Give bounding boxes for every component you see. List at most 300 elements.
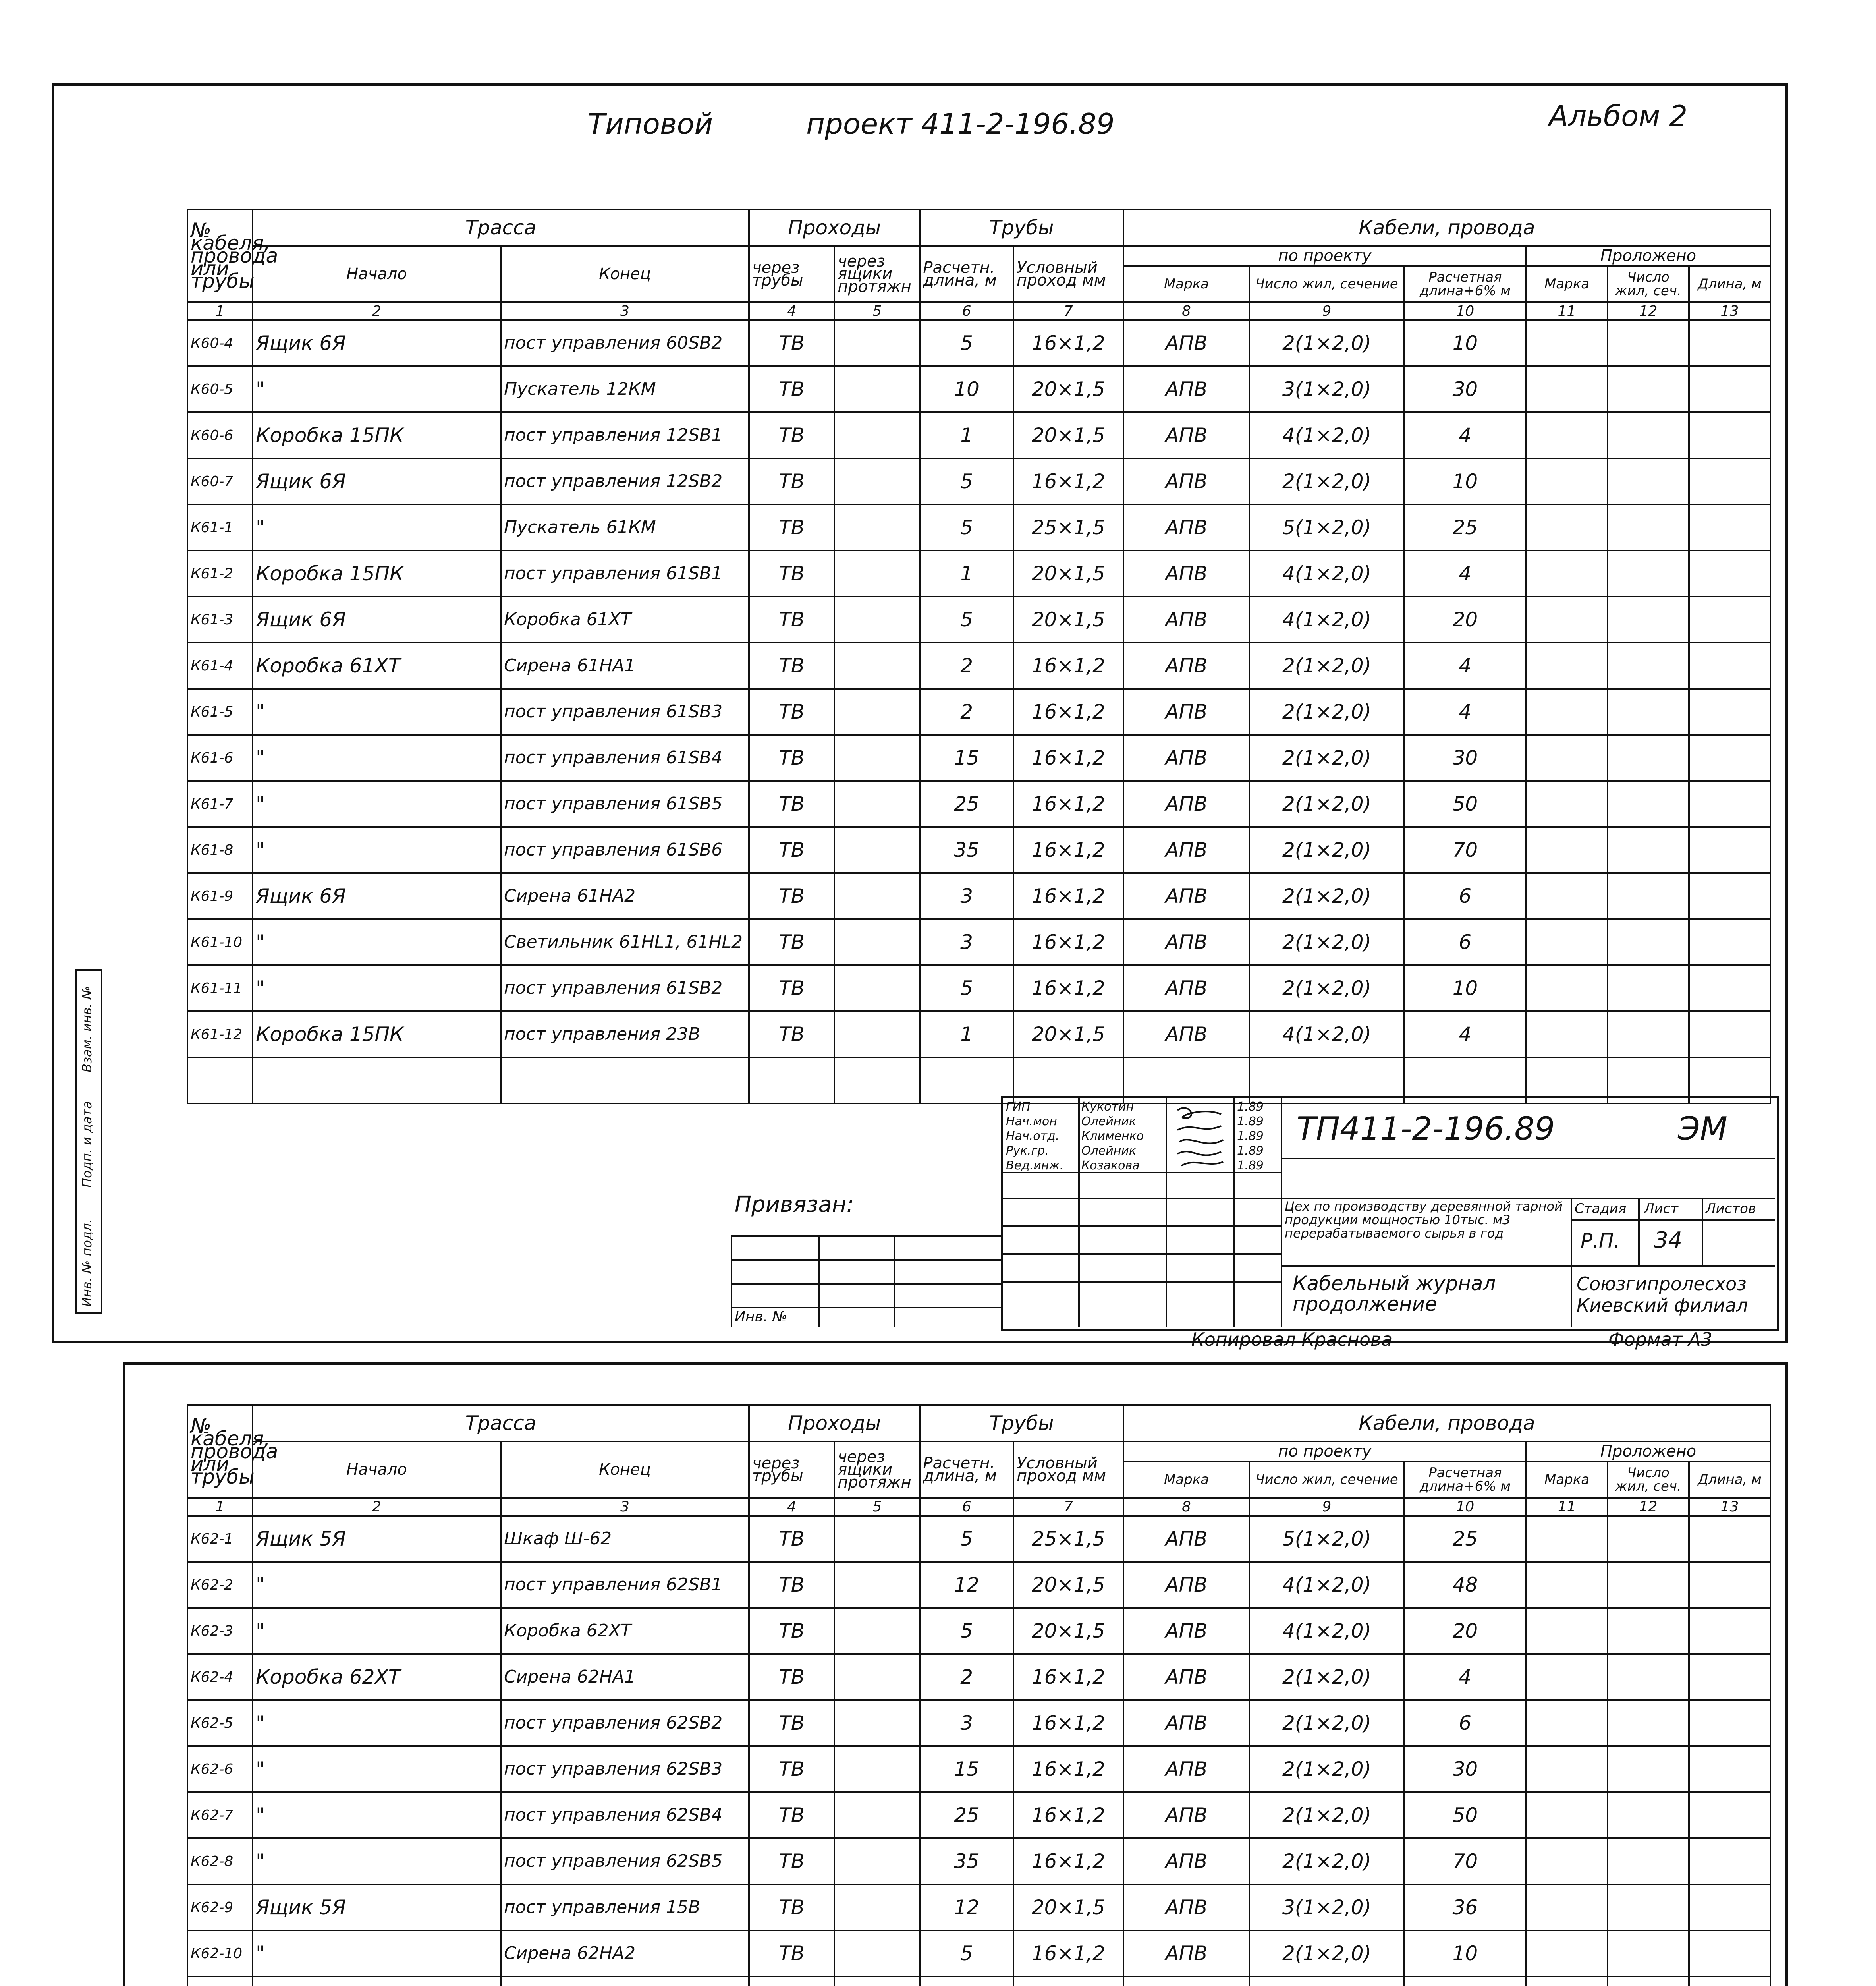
calc-len2-header: Расчетная длина+6% м <box>1404 1461 1526 1498</box>
route-start-cell: " <box>253 1838 501 1884</box>
via-pipes-cell: ТВ <box>749 1608 834 1654</box>
route-start-cell: " <box>253 366 501 412</box>
calc-length-cell: 3 <box>920 919 1013 965</box>
column-number: 7 <box>1013 1498 1123 1516</box>
via-boxes-cell <box>834 1746 920 1792</box>
empty-cell <box>187 1057 253 1103</box>
route-end-cell: пост управления 62SB4 <box>501 1792 749 1838</box>
via-pipes-cell: ТВ <box>749 1746 834 1792</box>
cable-id-cell: К60-7 <box>187 458 253 504</box>
cable-length-cell: 4 <box>1404 643 1526 689</box>
cable-mark-cell: АПВ <box>1123 551 1250 597</box>
route-end-cell: Пускатель 61КМ <box>501 504 749 551</box>
empty-cell <box>1689 1930 1770 1976</box>
cable-mark-cell <box>1123 1976 1250 1986</box>
calc-length-cell: 12 <box>920 1562 1013 1608</box>
table-row <box>187 1011 1770 1057</box>
empty-cell <box>1608 1516 1689 1562</box>
cond-pass-header: Условный проход мм <box>1013 246 1123 302</box>
table-row <box>187 412 1770 458</box>
empty-cell <box>1689 366 1770 412</box>
table-row <box>187 551 1770 597</box>
empty-cell <box>1689 1608 1770 1654</box>
column-number: 2 <box>253 302 501 320</box>
cable-id-cell: К61-11 <box>187 965 253 1011</box>
cable-length-cell: 25 <box>1404 1516 1526 1562</box>
cores-section-cell: 4(1×2,0) <box>1249 1011 1404 1057</box>
empty-cell <box>1689 458 1770 504</box>
cable-mark-cell: АПВ <box>1123 919 1250 965</box>
column-number: 8 <box>1123 1498 1250 1516</box>
via-pipes-cell: ТВ <box>749 1838 834 1884</box>
via-boxes-cell <box>834 781 920 827</box>
empty-cell <box>1689 1654 1770 1700</box>
empty-cell <box>1526 1011 1608 1057</box>
empty-cell <box>1526 1700 1608 1746</box>
via-pipes-cell: ТВ <box>749 919 834 965</box>
route-end-cell: Сирена 61НА1 <box>501 643 749 689</box>
empty-cell <box>1526 597 1608 643</box>
via-boxes-cell <box>834 1654 920 1700</box>
cores-section-cell: 2(1×2,0) <box>1249 320 1404 366</box>
empty-cell <box>1689 1976 1770 1986</box>
start-header: Начало <box>253 246 501 302</box>
route-start-cell: " <box>253 735 501 781</box>
cores-section-cell: 4(1×2,0) <box>1249 1608 1404 1654</box>
via-boxes-cell <box>834 551 920 597</box>
cond-pass-cell: 25×1,5 <box>1013 1516 1123 1562</box>
route-end-cell: пост управления 62SB3 <box>501 1746 749 1792</box>
calc-length-header: Расчетн. длина, м <box>920 1441 1013 1498</box>
cond-pass-cell: 16×1,2 <box>1013 827 1123 873</box>
column-number: 6 <box>920 1498 1013 1516</box>
via-pipes-cell: ТВ <box>749 873 834 919</box>
empty-cell <box>1689 1562 1770 1608</box>
end-header: Конец <box>501 1441 749 1498</box>
cable-length-cell: 70 <box>1404 1838 1526 1884</box>
cable-mark-cell: АПВ <box>1123 873 1250 919</box>
via-boxes-cell <box>834 1011 920 1057</box>
route-end-cell: Сирена 62НА1 <box>501 1654 749 1700</box>
column-number: 12 <box>1608 302 1689 320</box>
empty-cell <box>1526 551 1608 597</box>
table-row <box>187 366 1770 412</box>
via-pipes-header: через трубы <box>749 1441 834 1498</box>
empty-cell <box>1526 689 1608 735</box>
route-end-cell: пост управления 61SB6 <box>501 827 749 873</box>
empty-cell <box>1689 1792 1770 1838</box>
empty-cell <box>1689 643 1770 689</box>
cond-pass-cell: 16×1,2 <box>1013 643 1123 689</box>
via-pipes-cell: ТВ <box>749 827 834 873</box>
cores-section-cell: 2(1×2,0) <box>1249 643 1404 689</box>
table-row <box>187 1700 1770 1746</box>
cable-id-cell: К61-9 <box>187 873 253 919</box>
cables-header: Кабели, провода <box>1123 1405 1770 1441</box>
cond-pass-cell: 16×1,2 <box>1013 1746 1123 1792</box>
empty-cell <box>1608 1011 1689 1057</box>
cable-mark-cell: АПВ <box>1123 1746 1250 1792</box>
column-number: 2 <box>253 1498 501 1516</box>
via-boxes-cell <box>834 643 920 689</box>
empty-cell <box>1608 1562 1689 1608</box>
cable-mark-cell: АПВ <box>1123 412 1250 458</box>
signatures <box>1173 1102 1229 1171</box>
via-pipes-cell: ТВ <box>749 320 834 366</box>
empty-cell <box>501 1057 749 1103</box>
cable-mark-cell: АПВ <box>1123 643 1250 689</box>
table-row <box>187 735 1770 781</box>
route-start-cell: " <box>253 1608 501 1654</box>
cable-length-cell: 30 <box>1404 1746 1526 1792</box>
trassa-header: Трасса <box>253 1405 749 1441</box>
cable-id-cell: К61-12 <box>187 1011 253 1057</box>
cable-length-cell: 20 <box>1404 597 1526 643</box>
calc-length-cell: 5 <box>920 1930 1013 1976</box>
table-row <box>187 1976 1770 1986</box>
empty-cell <box>1608 781 1689 827</box>
route-start-cell: " <box>253 504 501 551</box>
route-end-cell: Коробка 61ХТ <box>501 597 749 643</box>
cable-id-cell: К62-8 <box>187 1838 253 1884</box>
via-boxes-cell <box>834 827 920 873</box>
cable-length-cell: 6 <box>1404 919 1526 965</box>
column-number: 10 <box>1404 1498 1526 1516</box>
cable-id-cell: К62-2 <box>187 1562 253 1608</box>
cable-mark-cell: АПВ <box>1123 1011 1250 1057</box>
table-row <box>187 827 1770 873</box>
cable-id-cell: К62-7 <box>187 1792 253 1838</box>
table-row <box>187 689 1770 735</box>
side-label-sign: Подп. и дата <box>79 1101 95 1188</box>
via-pipes-cell: ТВ <box>749 1792 834 1838</box>
calc-length-cell: 5 <box>920 965 1013 1011</box>
mark2-header: Марка <box>1526 1461 1608 1498</box>
cond-pass-cell: 16×1,2 <box>1013 965 1123 1011</box>
column-number: 3 <box>501 302 749 320</box>
table-row <box>187 597 1770 643</box>
empty-cell <box>1608 1792 1689 1838</box>
empty-cell <box>1526 1792 1608 1838</box>
cond-pass-cell: 20×1,5 <box>1013 1011 1123 1057</box>
cable-id-cell: К62-1 <box>187 1516 253 1562</box>
calc-length-cell: 5 <box>920 504 1013 551</box>
cores-section-cell: 2(1×2,0) <box>1249 965 1404 1011</box>
route-start-cell: Ящик 6Я <box>253 458 501 504</box>
empty-cell <box>1608 320 1689 366</box>
cores-section-cell: 2(1×2,0) <box>1249 919 1404 965</box>
column-number: 4 <box>749 302 834 320</box>
via-pipes-cell: ТВ <box>749 551 834 597</box>
cond-pass-cell: 16×1,2 <box>1013 1838 1123 1884</box>
route-end-cell: Сирена 62НА2 <box>501 1930 749 1976</box>
route-start-cell: " <box>253 1930 501 1976</box>
calc-length-cell: 25 <box>920 781 1013 827</box>
empty-cell <box>1689 412 1770 458</box>
cores-section-cell: 5(1×2,0) <box>1249 1516 1404 1562</box>
cable-id-cell: К61-6 <box>187 735 253 781</box>
empty-cell <box>1608 919 1689 965</box>
header-album: Альбом 2 <box>1549 99 1688 133</box>
route-end-cell: Пускатель 12КМ <box>501 366 749 412</box>
calc-length-cell: 5 <box>920 1516 1013 1562</box>
empty-cell <box>1526 412 1608 458</box>
cond-pass-cell: 20×1,5 <box>1013 597 1123 643</box>
route-start-cell: Ящик 6Я <box>253 873 501 919</box>
calc-length-cell <box>920 1976 1013 1986</box>
empty-cell <box>1689 1011 1770 1057</box>
empty-cell <box>1689 781 1770 827</box>
via-boxes-cell <box>834 1792 920 1838</box>
cond-pass-cell: 16×1,2 <box>1013 919 1123 965</box>
route-end-cell: Сирена 61НА2 <box>501 873 749 919</box>
via-boxes-cell <box>834 873 920 919</box>
via-boxes-cell <box>834 965 920 1011</box>
empty-cell <box>1689 735 1770 781</box>
cable-mark-cell: АПВ <box>1123 1884 1250 1930</box>
cores-section-cell: 2(1×2,0) <box>1249 735 1404 781</box>
calc-length-cell: 5 <box>920 458 1013 504</box>
column-number: 8 <box>1123 302 1250 320</box>
cable-id-cell: К62-9 <box>187 1884 253 1930</box>
trassa-header: Трасса <box>253 209 749 246</box>
title-block-1 <box>1001 1096 1779 1331</box>
empty-cell <box>1608 965 1689 1011</box>
via-pipes-cell: ТВ <box>749 781 834 827</box>
cable-length-cell: 10 <box>1404 320 1526 366</box>
length2-header: Длина, м <box>1689 266 1770 302</box>
cable-length-cell: 4 <box>1404 1654 1526 1700</box>
cores-header: Число жил, сечение <box>1249 1461 1404 1498</box>
cores-section-cell: 4(1×2,0) <box>1249 551 1404 597</box>
table-row <box>187 873 1770 919</box>
route-start-cell: " <box>253 1562 501 1608</box>
cables-header: Кабели, провода <box>1123 209 1770 246</box>
cable-id-cell: К61-3 <box>187 597 253 643</box>
route-start-cell: Коробка 15ПК <box>253 551 501 597</box>
table-row <box>187 1746 1770 1792</box>
cable-id-cell: К62-4 <box>187 1654 253 1700</box>
calc-length-cell: 1 <box>920 551 1013 597</box>
inv-label: Инв. № <box>735 1309 787 1325</box>
signature-dates: 1.89 1.89 1.89 1.89 1.89 <box>1237 1100 1264 1173</box>
route-start-cell: " <box>253 1700 501 1746</box>
route-end-cell: пост управления 12SB2 <box>501 458 749 504</box>
mark-header: Марка <box>1123 266 1250 302</box>
route-end-cell: пост управления 62SB2 <box>501 1700 749 1746</box>
organization: Союзгипролесхоз Киевский филиал <box>1577 1273 1748 1316</box>
via-pipes-cell <box>749 1976 834 1986</box>
cores-section-cell: 2(1×2,0) <box>1249 873 1404 919</box>
table-row <box>187 458 1770 504</box>
cable-id-cell: К61-7 <box>187 781 253 827</box>
signature-names: Кукотин Олейник Клименко Олейник Козакова <box>1081 1100 1144 1173</box>
via-pipes-cell: ТВ <box>749 1516 834 1562</box>
cable-id-cell: К61-5 <box>187 689 253 735</box>
cond-pass-cell: 20×1,5 <box>1013 1562 1123 1608</box>
cond-pass-cell: 20×1,5 <box>1013 1884 1123 1930</box>
table-row <box>187 1654 1770 1700</box>
empty-cell <box>1689 1516 1770 1562</box>
empty-cell <box>1526 1884 1608 1930</box>
column-number: 11 <box>1526 1498 1608 1516</box>
table-row <box>187 1930 1770 1976</box>
by-project-header: по проекту <box>1123 246 1526 266</box>
header-typical: Типовой <box>588 107 713 141</box>
table-row <box>187 1608 1770 1654</box>
via-boxes-cell <box>834 1930 920 1976</box>
empty-cell <box>1526 965 1608 1011</box>
route-end-cell: пост управления 61SB5 <box>501 781 749 827</box>
route-start-cell: Ящик 6Я <box>253 597 501 643</box>
via-pipes-cell: ТВ <box>749 504 834 551</box>
cond-pass-cell: 16×1,2 <box>1013 320 1123 366</box>
via-boxes-header: через ящики протяжн <box>834 1441 920 1498</box>
table-row <box>187 643 1770 689</box>
empty-cell <box>1608 689 1689 735</box>
table-row <box>187 1792 1770 1838</box>
sheets-header: Листов <box>1706 1201 1756 1217</box>
column-number: 5 <box>834 302 920 320</box>
cable-mark-cell: АПВ <box>1123 1562 1250 1608</box>
sheet-header: Лист <box>1644 1201 1679 1217</box>
side-label-replace: Взам. инв. № <box>79 986 95 1072</box>
cores-section-cell: 2(1×2,0) <box>1249 1838 1404 1884</box>
cores-section-cell: 2(1×2,0) <box>1249 1930 1404 1976</box>
route-start-cell: Коробка 61ХТ <box>253 643 501 689</box>
cable-length-cell: 30 <box>1404 366 1526 412</box>
cores-section-cell: 4(1×2,0) <box>1249 1562 1404 1608</box>
pipes-header: Трубы <box>920 1405 1123 1441</box>
cores-section-cell: 2(1×2,0) <box>1249 1700 1404 1746</box>
via-boxes-cell <box>834 320 920 366</box>
cable-length-cell: 4 <box>1404 412 1526 458</box>
stage-value: Р.П. <box>1581 1229 1620 1252</box>
cores-section-cell: 2(1×2,0) <box>1249 781 1404 827</box>
via-pipes-cell: ТВ <box>749 366 834 412</box>
column-number: 11 <box>1526 302 1608 320</box>
empty-cell <box>1526 1654 1608 1700</box>
calc-length-cell: 25 <box>920 1792 1013 1838</box>
cond-pass-cell: 25×1,5 <box>1013 504 1123 551</box>
via-pipes-cell: ТВ <box>749 1011 834 1057</box>
cond-pass-cell: 16×1,2 <box>1013 458 1123 504</box>
cable-mark-cell: АПВ <box>1123 1792 1250 1838</box>
passages-header: Проходы <box>749 209 920 246</box>
empty-cell <box>1526 458 1608 504</box>
empty-cell <box>1526 1746 1608 1792</box>
empty-cell <box>1608 1654 1689 1700</box>
document-code: ТП411-2-196.89 <box>1297 1110 1555 1147</box>
via-pipes-cell: ТВ <box>749 1884 834 1930</box>
empty-cell <box>1526 919 1608 965</box>
empty-cell <box>1689 551 1770 597</box>
cable-mark-cell: АПВ <box>1123 965 1250 1011</box>
cable-length-cell: 4 <box>1404 689 1526 735</box>
column-number: 1 <box>187 302 253 320</box>
bound-label: Привязан: <box>735 1192 854 1217</box>
route-end-cell: пост управления 62SB1 <box>501 1562 749 1608</box>
empty-cell <box>1526 1976 1608 1986</box>
copied-by: Копировал Краснова <box>1191 1329 1393 1350</box>
column-number: 6 <box>920 302 1013 320</box>
via-boxes-cell <box>834 1562 920 1608</box>
empty-cell <box>1608 458 1689 504</box>
empty-cell <box>834 1057 920 1103</box>
empty-cell <box>1608 873 1689 919</box>
via-boxes-cell <box>834 1700 920 1746</box>
cable-length-cell: 20 <box>1404 1608 1526 1654</box>
route-start-cell: " <box>253 827 501 873</box>
empty-cell <box>1526 735 1608 781</box>
empty-cell <box>1526 1608 1608 1654</box>
cores-section-cell: 3(1×2,0) <box>1249 366 1404 412</box>
cores-section-cell <box>1249 1976 1404 1986</box>
empty-cell <box>1526 504 1608 551</box>
empty-cell <box>1689 689 1770 735</box>
empty-cell <box>1526 1930 1608 1976</box>
cable-mark-cell: АПВ <box>1123 1608 1250 1654</box>
via-boxes-cell <box>834 1516 920 1562</box>
table-row <box>187 919 1770 965</box>
calc-length-cell: 1 <box>920 412 1013 458</box>
via-boxes-cell <box>834 1838 920 1884</box>
cond-pass-cell: 16×1,2 <box>1013 873 1123 919</box>
route-end-cell: пост управления 61SB1 <box>501 551 749 597</box>
cable-id-cell: К60-6 <box>187 412 253 458</box>
table-row <box>187 1516 1770 1562</box>
empty-cell <box>1608 735 1689 781</box>
cable-length-cell: 48 <box>1404 1562 1526 1608</box>
column-number: 12 <box>1608 1498 1689 1516</box>
via-pipes-cell: ТВ <box>749 412 834 458</box>
cable-id-cell: К62-3 <box>187 1608 253 1654</box>
cores-section-cell: 2(1×2,0) <box>1249 458 1404 504</box>
passages-header: Проходы <box>749 1405 920 1441</box>
calc-len2-header: Расчетная длина+6% м <box>1404 266 1526 302</box>
section-code: ЭМ <box>1678 1110 1727 1147</box>
table-row <box>187 320 1770 366</box>
cable-mark-cell: АПВ <box>1123 458 1250 504</box>
empty-cell <box>1608 504 1689 551</box>
empty-cell <box>1608 1746 1689 1792</box>
cond-pass-cell: 20×1,5 <box>1013 1608 1123 1654</box>
cable-length-cell: 10 <box>1404 965 1526 1011</box>
cores-section-cell: 4(1×2,0) <box>1249 412 1404 458</box>
cable-id-cell: К61-1 <box>187 504 253 551</box>
route-start-cell: " <box>253 919 501 965</box>
cable-mark-cell: АПВ <box>1123 597 1250 643</box>
cond-pass-cell: 16×1,2 <box>1013 1930 1123 1976</box>
table-row <box>187 504 1770 551</box>
table-row <box>187 965 1770 1011</box>
calc-length-cell: 35 <box>920 1838 1013 1884</box>
cable-length-cell: 6 <box>1404 1700 1526 1746</box>
column-number: 9 <box>1249 302 1404 320</box>
side-label-inv: Инв. № подл. <box>79 1219 95 1307</box>
by-project-header: по проекту <box>1123 1441 1526 1461</box>
table-row <box>187 1838 1770 1884</box>
cores-section-cell: 5(1×2,0) <box>1249 504 1404 551</box>
cores-header: Число жил, сечение <box>1249 266 1404 302</box>
route-end-cell <box>501 1976 749 1986</box>
cores-section-cell: 2(1×2,0) <box>1249 1746 1404 1792</box>
empty-cell <box>1526 1562 1608 1608</box>
stage-header: Стадия <box>1575 1201 1627 1217</box>
length2-header: Длина, м <box>1689 1461 1770 1498</box>
cond-pass-cell: 16×1,2 <box>1013 1654 1123 1700</box>
sheet-value: 34 <box>1654 1227 1683 1253</box>
